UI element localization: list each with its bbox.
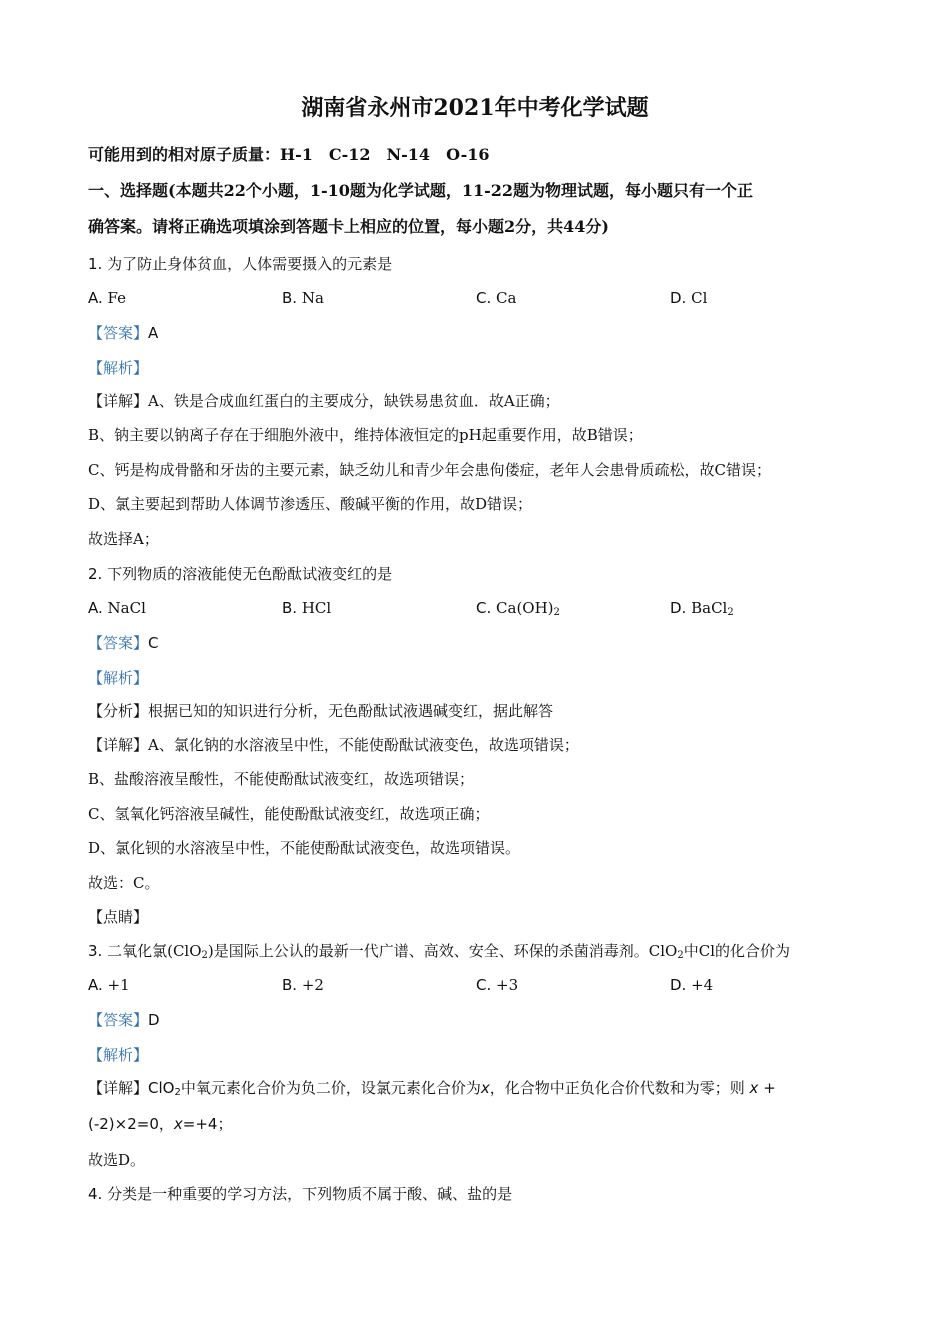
q3-conclusion: 故选D。: [88, 1151, 146, 1169]
q3-option-a: A. +1: [88, 976, 130, 994]
question-number: 2.: [88, 565, 103, 583]
q1-conclusion: 故选择A；: [88, 530, 159, 548]
q3-answer: 【答案】D: [88, 1011, 160, 1029]
question-number: 3.: [88, 942, 103, 960]
q2-dianjing-label: 【点睛】: [88, 908, 149, 926]
q2-detail-line: C、氢氧化钙溶液呈碱性，能使酚酞试液变红，故选项正确；: [88, 805, 490, 823]
q3-option-d: D. +4: [670, 976, 714, 994]
question-text: 下列物质的溶液能使无色酚酞试液变红的是: [107, 565, 393, 583]
q1-option-a: A. Fe: [88, 289, 127, 307]
q1-analysis-label: 【解析】: [88, 359, 149, 377]
atomic-mass-line: 可能用到的相对原子质量：H-1 C-12 N-14 O-16: [88, 145, 490, 164]
q1-answer: 【答案】A: [88, 324, 159, 342]
question-2-stem: [88, 564, 392, 584]
q2-fenxi: 【分析】根据已知的知识进行分析，无色酚酞试液遇碱变红，据此解答: [88, 702, 554, 720]
q2-answer: 【答案】C: [88, 634, 159, 652]
q2-option-c: C. $Ca(OH)_2$: [476, 599, 560, 618]
question-text: 为了防止身体贫血，人体需要摄入的元素是: [107, 255, 393, 273]
q2-conclusion: 故选：C。: [88, 874, 160, 892]
q1-option-d: D. Cl: [670, 289, 708, 307]
q2-detail-line: D、氯化钡的水溶液呈中性，不能使酚酞试液变色，故选项错误。: [88, 839, 521, 857]
q2-option-d: D. BaCl$_2$: [670, 599, 734, 618]
q1-detail-line: C、钙是构成骨骼和牙齿的主要元素，缺乏幼儿和青少年会患佝偻症，老年人会患骨质疏松，故C错误；: [88, 461, 771, 479]
question-number: 4.: [88, 1185, 103, 1203]
question-4-stem: [88, 1184, 512, 1204]
q1-detail-line: D、氯主要起到帮助人体调节渗透压、酸碱平衡的作用，故D错误；: [88, 495, 533, 513]
q1-option-b: B. Na: [282, 289, 324, 307]
q3-analysis-label: 【解析】: [88, 1046, 149, 1064]
q2-detail-line: 【详解】A、氯化钠的水溶液呈中性，不能使酚酞试液变色，故选项错误；: [88, 736, 579, 754]
q2-detail-line: B、盐酸溶液呈酸性，不能使酚酞试液变红，故选项错误；: [88, 770, 475, 788]
q2-option-a: A. NaCl: [88, 599, 146, 617]
question-text: 分类是一种重要的学习方法，下列物质不属于酸、碱、盐的是: [107, 1185, 513, 1203]
q1-detail-line: 【详解】A、铁是合成血红蛋白的主要成分，缺铁易患贫血．故A正确；: [88, 392, 560, 410]
q3-detail-line: (-2)×2=0，x=+4；: [88, 1115, 233, 1133]
q3-option-b: B. +2: [282, 976, 324, 994]
q3-detail-line: 【详解】ClO$_2$中氧元素化合价为负二价，设氯元素化合价为x，化合物中正负化合价代数和为零；则 x +: [88, 1079, 776, 1098]
q2-analysis-label: 【解析】: [88, 669, 149, 687]
section-header-line-2: 确答案。请将正确选项填涂到答题卡上相应的位置，每小题2分，共44分): [88, 217, 609, 236]
q3-option-c: C. +3: [476, 976, 519, 994]
page-title: 湖南省永州市2021年中考化学试题: [301, 95, 649, 121]
q2-option-b: B. HCl: [282, 599, 332, 617]
question-3-stem: 3. 二氧化氯(ClO$_2$)是国际上公认的最新一代广谱、高效、安全、环保的杀菌消毒剂。ClO$_2$中Cl的化合价为: [88, 942, 790, 961]
q1-detail-line: B、钠主要以钠离子存在于细胞外液中，维持体液恒定的pH起重要作用，故B错误；: [88, 426, 643, 444]
section-header-line-1: 一、选择题(本题共22个小题，1-10题为化学试题，11-22题为物理试题，每小题只有一个正: [88, 181, 754, 200]
question-1-stem: [88, 254, 392, 274]
q1-option-c: C. Ca: [476, 289, 517, 307]
question-number: 1.: [88, 255, 103, 273]
